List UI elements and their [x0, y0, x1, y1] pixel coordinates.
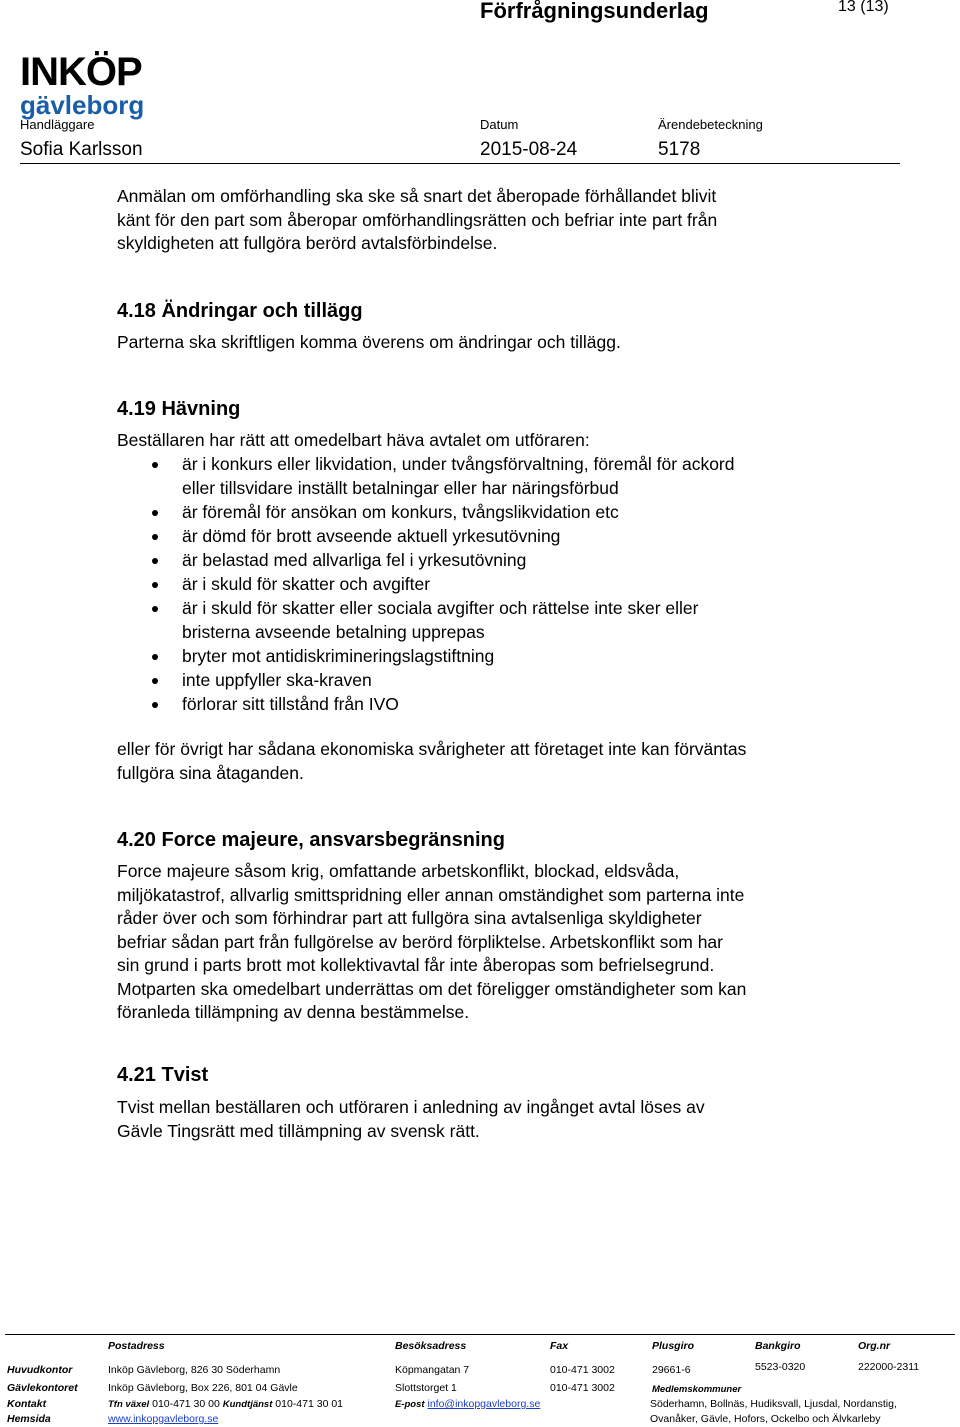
list-item	[152, 548, 734, 572]
bullet-icon	[152, 534, 158, 540]
text-line: fullgöra sina åtaganden.	[117, 762, 304, 783]
footer-gavle-fax: 010-471 3002	[550, 1382, 615, 1394]
bullet-icon	[152, 462, 158, 468]
epost-label: E-post	[395, 1399, 425, 1410]
footer-medlems-label: Medlemskommuner	[652, 1384, 742, 1395]
tfn-value: 010-471 30 00	[152, 1398, 220, 1410]
kundtjanst-value: 010-471 30 01	[275, 1398, 344, 1410]
logo-line1: INKÖP	[20, 50, 142, 94]
list-item	[152, 500, 734, 524]
text-line: bristerna avseende betalning upprepas	[182, 622, 485, 642]
footer-col-bankgiro: Bankgiro	[755, 1340, 801, 1352]
section-text-4-18: Parterna ska skriftligen komma överens om ändringar och tillägg.	[117, 332, 621, 352]
text-line: är belastad med allvarliga fel i yrkesutövning	[182, 550, 527, 570]
text-line: är i skuld för skatter eller sociala avgifter och rättelse inte sker eller	[182, 598, 699, 618]
footer-col-postadress: Postadress	[108, 1340, 165, 1352]
footer-col-orgnr: Org.nr	[858, 1340, 891, 1352]
text-line: inte uppfyller ska-kraven	[182, 670, 372, 690]
text-line: är i skuld för skatter och avgifter	[182, 574, 431, 594]
text-line: sin grund i parts brott mot kollektivavtal får inte åberopas som befrielsegrund.	[117, 955, 715, 975]
page-number: 13 (13)	[838, 0, 889, 15]
footer-orgnr: 222000-2311	[858, 1361, 920, 1373]
arende-value: 5178	[658, 139, 701, 160]
website-link[interactable]: www.inkopgavleborg.se	[108, 1413, 219, 1425]
section-heading-4-20: 4.20 Force majeure, ansvarsbegränsning	[117, 829, 505, 851]
footer-col-fax: Fax	[550, 1340, 569, 1352]
datum-value: 2015-08-24	[480, 139, 578, 160]
footer-row-kontakt: Kontakt	[7, 1398, 47, 1410]
text-line: Gävle Tingsrätt med tillämpning av svensk rätt.	[117, 1120, 480, 1141]
text-line: bryter mot antidiskrimineringslagstiftning	[182, 646, 495, 666]
bullet-icon	[152, 702, 158, 708]
handlaggare-value: Sofia Karlsson	[20, 139, 143, 160]
bullet-icon	[152, 606, 158, 612]
list-item	[152, 692, 734, 716]
footer-huvudkontor-fax: 010-471 3002	[550, 1364, 615, 1376]
section-heading-4-18: 4.18 Ändringar och tillägg	[117, 300, 363, 322]
list-item	[152, 524, 734, 548]
list-item	[152, 452, 734, 500]
footer-plusgiro: 29661-6	[652, 1364, 691, 1376]
kundtjanst-label: Kundtjänst	[222, 1399, 273, 1410]
section-heading-4-19: 4.19 Hävning	[117, 398, 241, 420]
text-line: är föremål för ansökan om konkurs, tvångslikvidation etc	[182, 502, 619, 522]
bullet-icon	[152, 582, 158, 588]
section-heading-4-21: 4.21 Tvist	[117, 1064, 209, 1086]
text-line: eller för övrigt har sådana ekonomiska svårigheter att företaget inte kan förväntas	[117, 739, 747, 759]
footer-huvudkontor-post: Inköp Gävleborg, 826 30 Söderhamn	[108, 1364, 281, 1376]
footer-col-besoksadress: Besöksadress	[395, 1340, 467, 1352]
header-divider	[20, 163, 900, 164]
handlaggare-label: Handläggare	[20, 117, 95, 132]
text-line: miljökatastrof, allvarlig smittspridning eller annan omständighet som parterna inte	[117, 884, 745, 905]
text-line: Anmälan om omförhandling ska ske så snart det åberopade förhållandet blivit	[117, 186, 717, 206]
tfn-label: Tfn växel	[108, 1399, 150, 1410]
section-text-4-20	[117, 860, 746, 1025]
text-line: Force majeure såsom krig, omfattande arbetskonflikt, blockad, eldsvåda,	[117, 861, 680, 881]
bullet-list	[152, 452, 734, 716]
footer-row-huvudkontor: Huvudkontor	[7, 1364, 73, 1376]
document-title: Förfrågningsunderlag	[480, 0, 709, 23]
footer-gavle-visit: Slottstorget 1	[395, 1382, 457, 1394]
section-outro-4-19	[117, 738, 746, 785]
footer-contact-phones	[108, 1398, 343, 1410]
text-line: befriar sådan part från fullgörelse av berörd förpliktelse. Arbetskonflikt som har	[117, 931, 723, 952]
list-item	[152, 596, 734, 644]
footer-divider	[5, 1334, 955, 1335]
bullet-icon	[152, 510, 158, 516]
text-line: är i konkurs eller likvidation, under tvångsförvaltning, föremål för ackord	[182, 454, 735, 474]
text-line: skyldigheten att fullgöra berörd avtalsförbindelse.	[117, 233, 498, 253]
bullet-icon	[152, 678, 158, 684]
list-item	[152, 572, 734, 596]
text-line: råder över och som förhindrar part att fullgöra sina avtalsenliga skyldigheter	[117, 908, 702, 928]
text-line: är dömd för brott avseende aktuell yrkesutövning	[182, 526, 561, 546]
text-line: förlorar sitt tillstånd från IVO	[182, 694, 399, 714]
text-line: föranleda tillämpning av denna bestämmelse.	[117, 1002, 470, 1022]
footer-row-hemsida: Hemsida	[7, 1413, 51, 1425]
list-item	[152, 668, 734, 692]
intro-paragraph	[117, 185, 717, 256]
footer-medlems-line2: Ovanåker, Gävle, Hofors, Ockelbo och Älvkarleby	[650, 1413, 881, 1425]
footer-gavle-post: Inköp Gävleborg, Box 226, 801 04 Gävle	[108, 1382, 298, 1394]
footer-huvudkontor-visit: Köpmangatan 7	[395, 1364, 470, 1376]
footer-medlems-line1: Söderhamn, Bollnäs, Hudiksvall, Ljusdal, Nordanstig,	[650, 1398, 897, 1410]
footer-epost	[395, 1398, 540, 1410]
text-line: eller tillsvidare inställt betalningar eller har näringsförbud	[182, 478, 619, 498]
text-line: Motparten ska omedelbart underrättas om det föreligger omständigheter som kan	[117, 978, 747, 999]
email-link[interactable]: info@inkopgavleborg.se	[427, 1398, 541, 1410]
bullet-icon	[152, 558, 158, 564]
footer-col-plusgiro: Plusgiro	[652, 1340, 695, 1352]
footer-bankgiro: 5523-0320	[755, 1361, 806, 1373]
footer-row-gavlekontoret: Gävlekontoret	[7, 1382, 78, 1394]
section-text-4-21	[117, 1096, 705, 1143]
bullet-icon	[152, 654, 158, 660]
list-item	[152, 644, 734, 668]
logo	[20, 50, 145, 120]
logo-line2: gävleborg	[20, 90, 145, 120]
section-intro-4-19: Beställaren har rätt att omedelbart häva avtalet om utföraren:	[117, 430, 590, 450]
text-line: känt för den part som åberopar omförhandlingsrätten och befriar inte part från	[117, 209, 718, 230]
arende-label: Ärendebeteckning	[658, 117, 763, 132]
datum-label: Datum	[480, 117, 519, 132]
text-line: Tvist mellan beställaren och utföraren i anledning av ingånget avtal löses av	[117, 1097, 705, 1117]
